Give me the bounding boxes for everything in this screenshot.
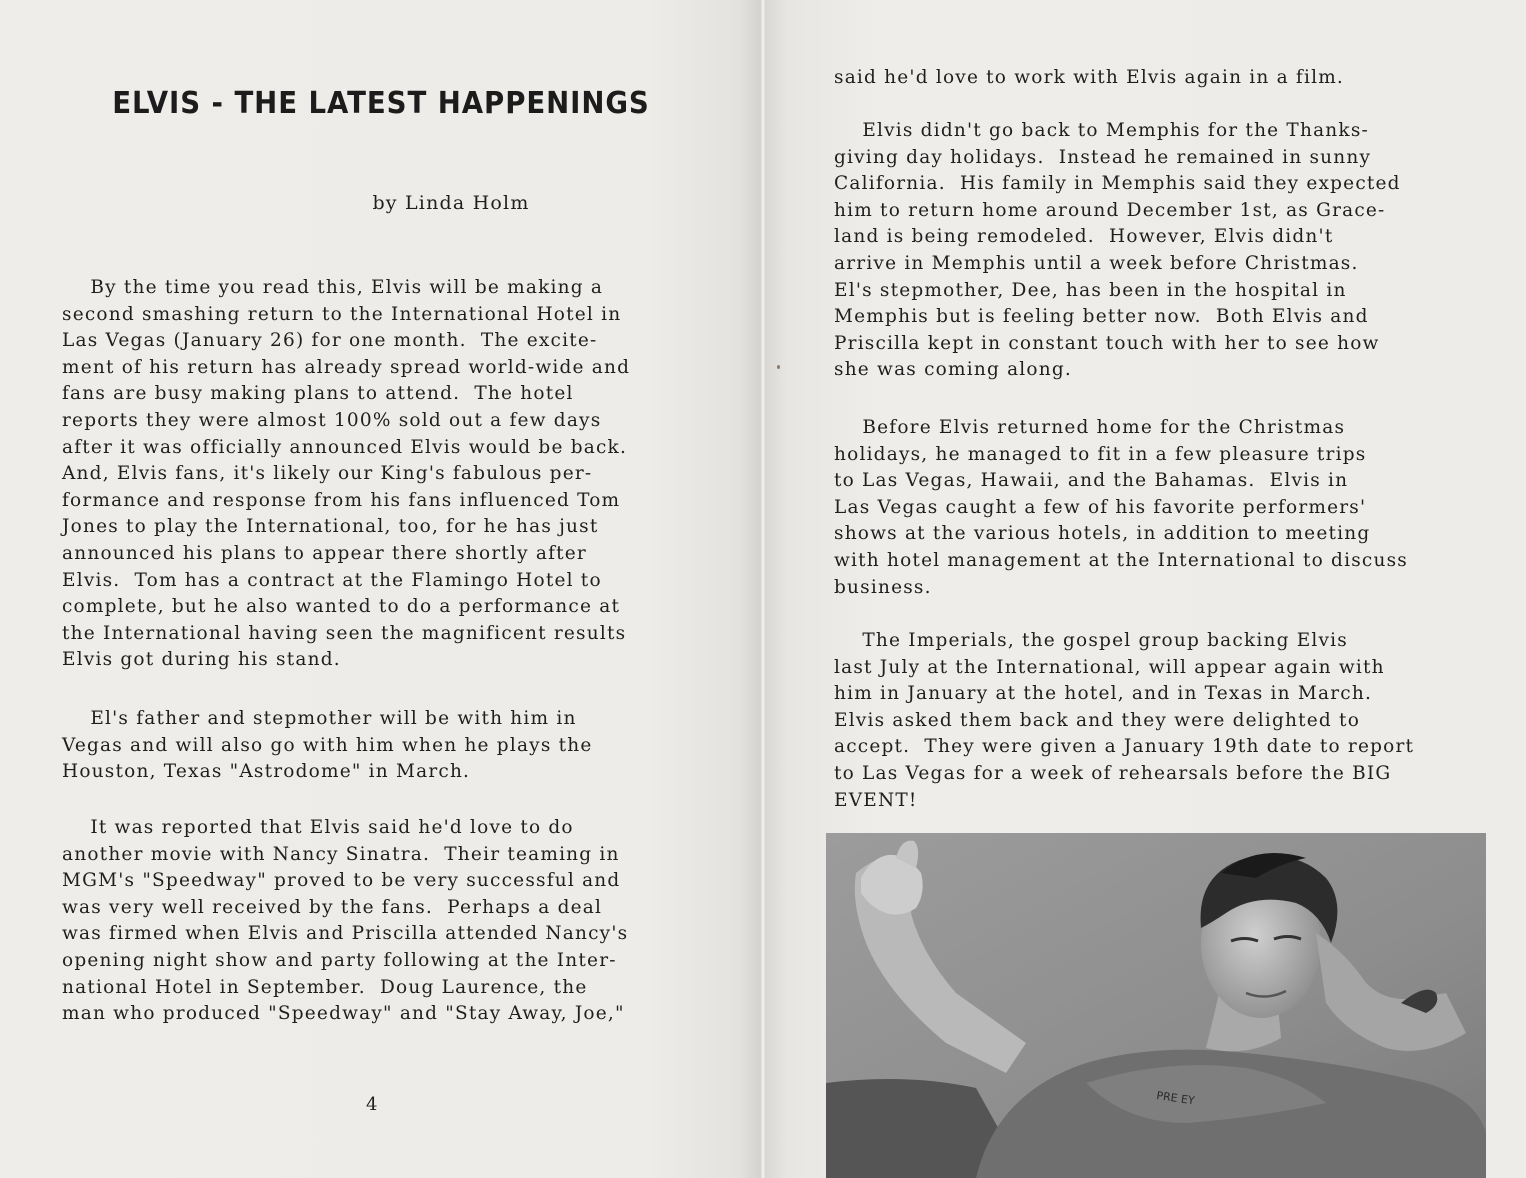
article-title: ELVIS - THE LATEST HAPPENINGS — [112, 86, 650, 121]
right-paragraph-1: said he'd love to work with Elvis again in a film. — [834, 67, 1345, 88]
right-paragraph-2: Elvis didn't go back to Memphis for the Thanks- giving day holidays. Instead he remained in sunny California. His family in Memphis said they expected him to return home around December 1st, as Grace- land is being remodeled. However, Elvis didn't arrive in Memphis until a week before Christmas. El's stepmother, Dee, has been in the hospital in Memphis but is feeling better now. Both Elvis and Priscilla kept in constant touch with her to see how she was coming along. — [834, 120, 1401, 381]
paper-speck — [777, 365, 780, 369]
left-paragraph-2: El's father and stepmother will be with him in Vegas and will also go with him when he plays the Houston, Texas "Astrodome" in March. — [62, 708, 593, 783]
right-paragraph-3: Before Elvis returned home for the Christmas holidays, he managed to fit in a few pleasure trips to Las Vegas, Hawaii, and the Bahamas. Elvis in Las Vegas caught a few of his favorite performers' shows at the various hotels, in addition to meeting with hotel management at the International to discuss business. — [834, 417, 1408, 598]
photo-shirt-tag: PRE EY — [1155, 1089, 1196, 1108]
left-paragraph-1: By the time you read this, Elvis will be making a second smashing return to the International Hotel in Las Vegas (January 26) for one month. The excite- ment of his return has already spread world-wide and fans are busy making plans to attend. The hotel reports they were almost 100% sold out a few days after it was officially announced Elvis would be back. And, Elvis fans, it's likely our King's fabulous per- formance and response from his fans influenced Tom Jones to play the International, too, for he has just announced his plans to appear there shortly after Elvis. Tom has a contract at the Flamingo Hotel to complete, but he also wanted to do a performance at the International having seen the magnificent results Elvis got during his stand. — [62, 277, 631, 671]
right-page — [764, 0, 1526, 1178]
page-gutter — [760, 0, 766, 1178]
article-byline: by Linda Holm — [372, 192, 530, 214]
page-number: 4 — [366, 1094, 378, 1115]
left-page — [0, 0, 762, 1178]
elvis-photo — [826, 833, 1486, 1178]
right-paragraph-4: The Imperials, the gospel group backing Elvis last July at the International, will appear again with him in January at the hotel, and in Texas in March. Elvis asked them back and they were delighted to accept. They were given a January 19th date to report to Las Vegas for a week of rehearsals before the BIG EVENT! — [834, 630, 1415, 811]
elvis-photo-illustration — [826, 833, 1486, 1178]
left-paragraph-3: It was reported that Elvis said he'd love to do another movie with Nancy Sinatra. Their teaming in MGM's "Speedway" proved to be very successful and was very well received by the fans. Perhaps a deal was firmed when Elvis and Priscilla attended Nancy's opening night show and party following at the Inter- national Hotel in September. Doug Laurence, the man who produced "Speedway" and "Stay Away, Joe," — [62, 817, 629, 1025]
